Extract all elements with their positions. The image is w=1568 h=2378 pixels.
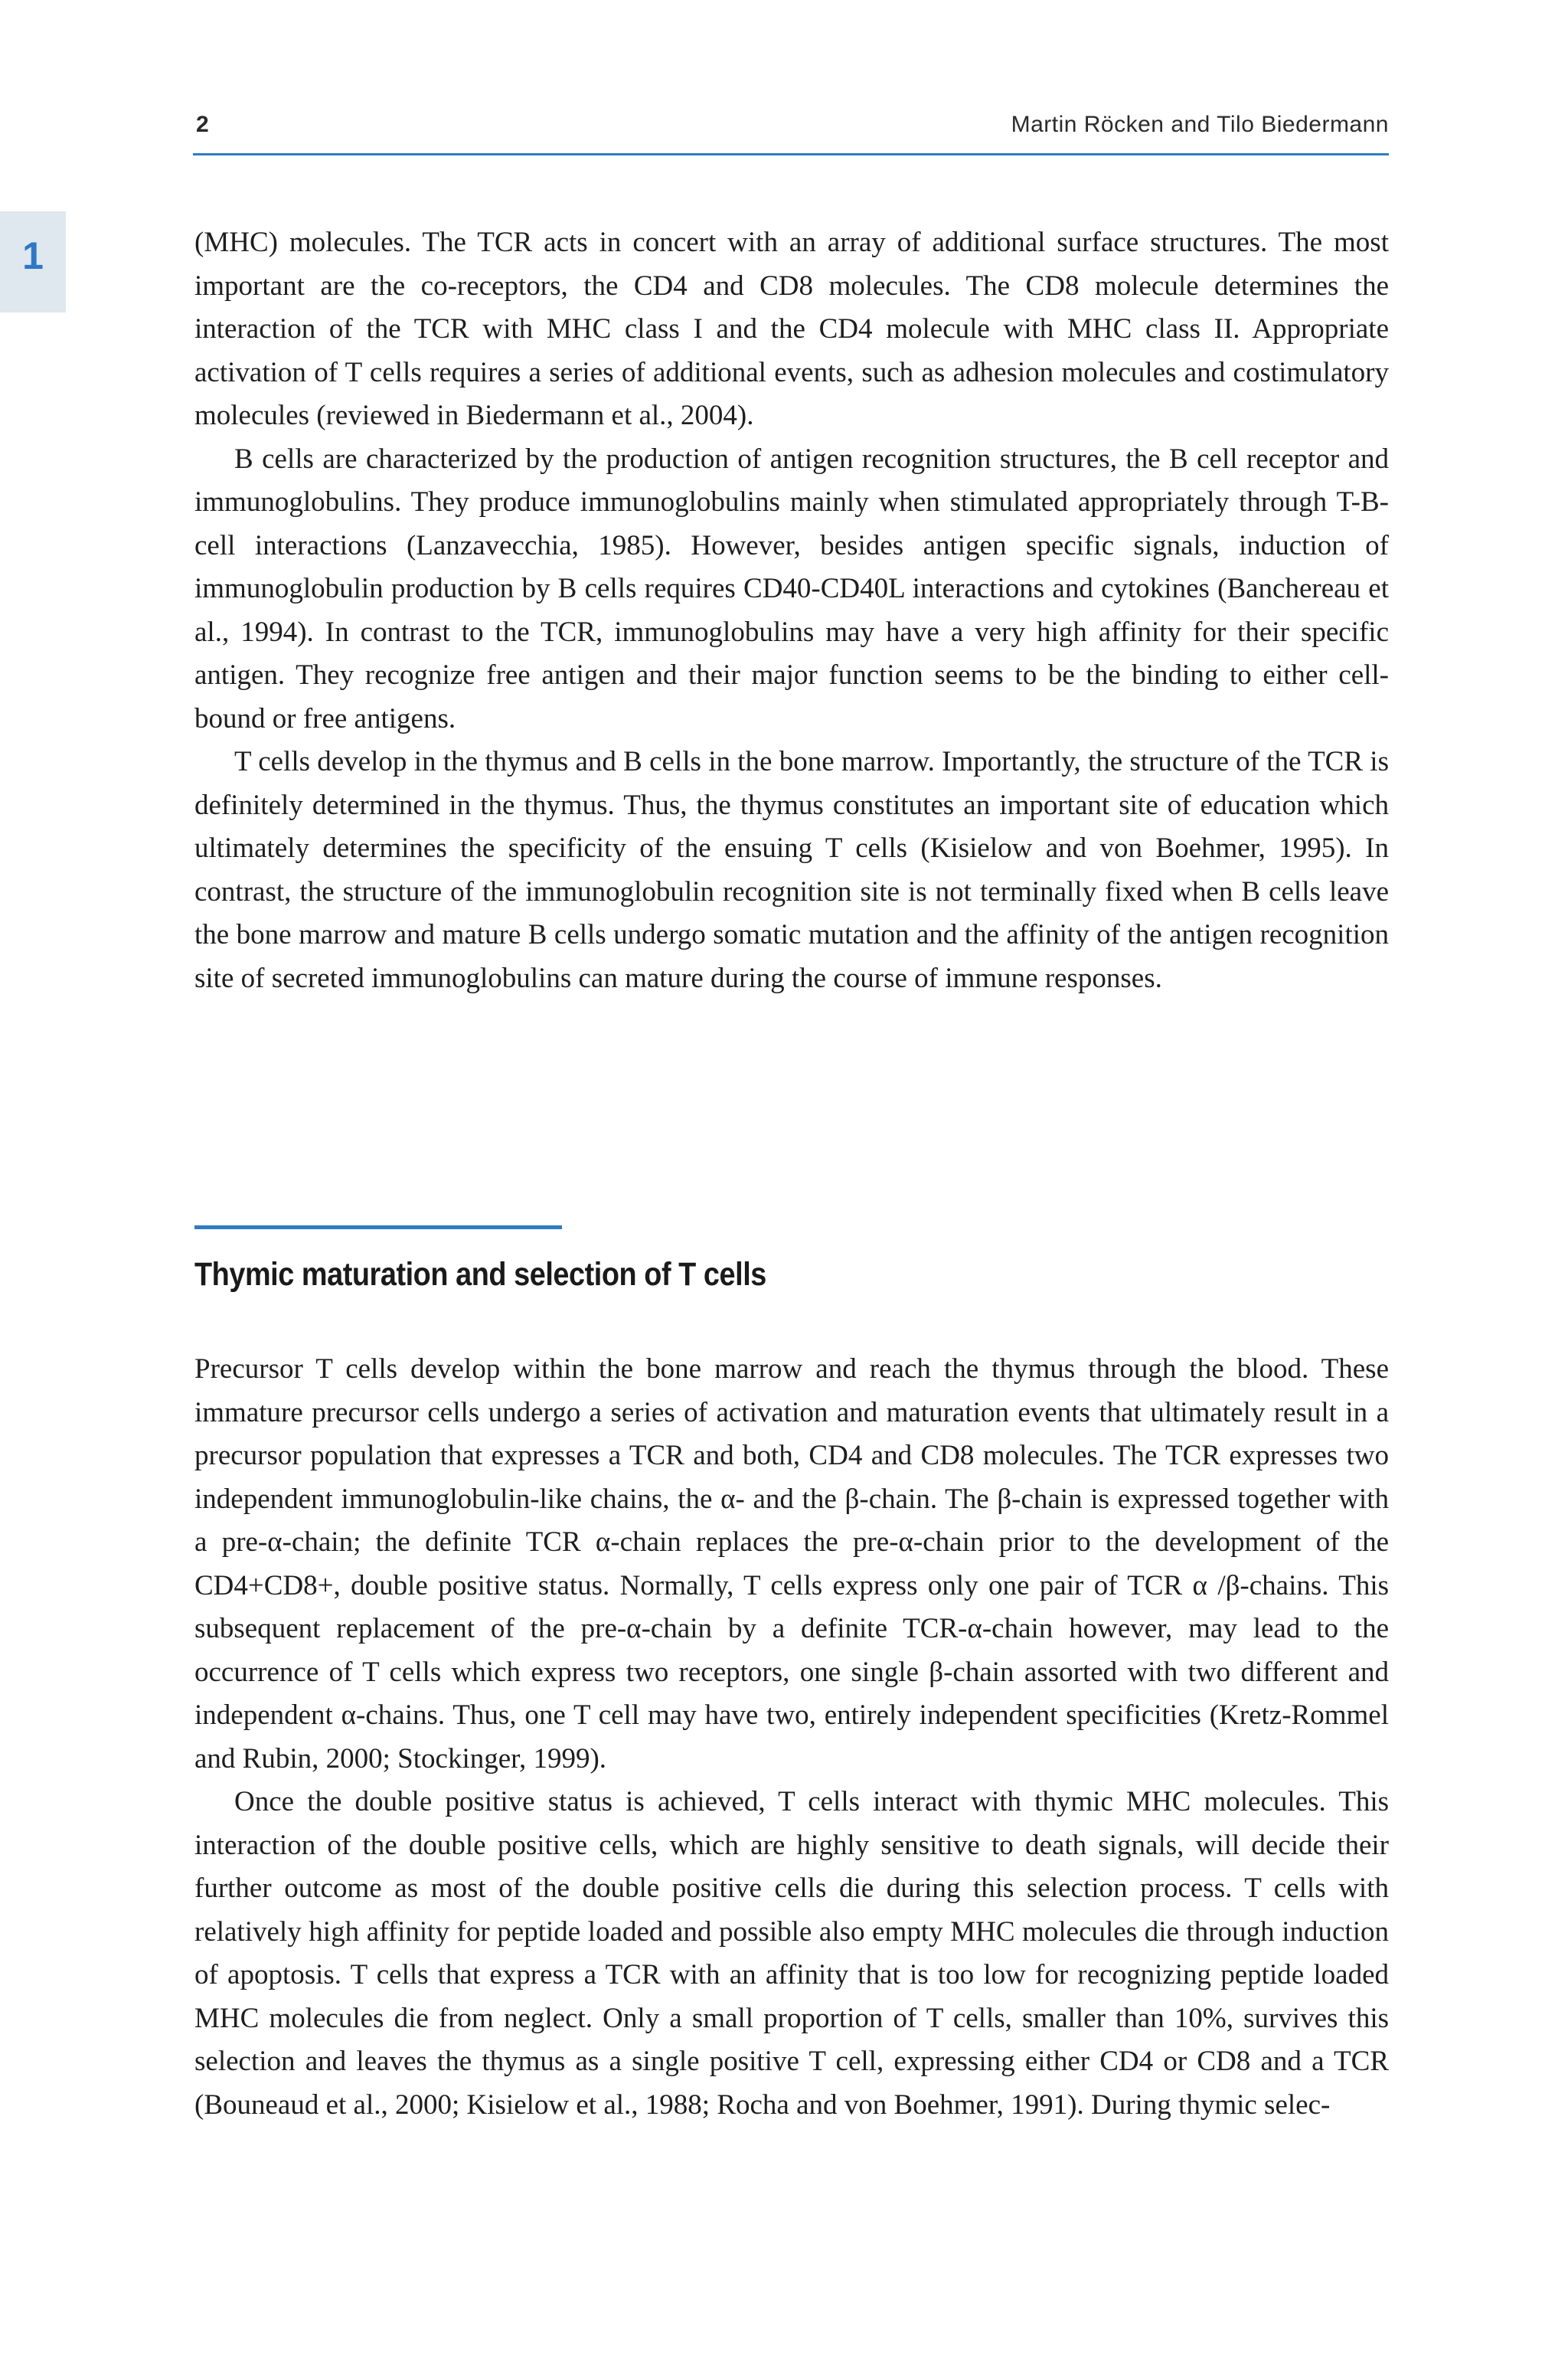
- section-intro-body: [194, 221, 1389, 1000]
- running-head: Martin Röcken and Tilo Biedermann: [1011, 112, 1389, 137]
- section-thymic-body: [194, 1348, 1389, 2127]
- section-divider: [194, 1225, 562, 1229]
- section-heading: Thymic maturation and selection of T cells: [194, 1256, 766, 1293]
- paragraph: B cells are characterized by the production of antigen recognition structures, the B cell receptor and immunoglobulins. They produce immunoglobulins mainly when stimulated appropriately through T-B-cell interactions (Lanzavecchia, 1985). However, besides antigen specific signals, induction of immunoglobulin production by B cells requires CD40-CD40L interactions and cytokines (Banchereau et al., 1994). In contrast to the TCR, immunoglobulins may have a very high affinity for their specific antigen. They recognize free antigen and their major function seems to be the binding to either cell-bound or free antigens.: [194, 443, 1389, 734]
- paragraph: Once the double positive status is achieved, T cells interact with thymic MHC molecules. This interaction of the double positive cells, which are highly sensitive to death signals, will decide their further outcome as most of the double positive cells die during this selection process. T cells with relatively high affinity for peptide loaded and possible also empty MHC molecules die through induction of apoptosis. T cells that express a TCR with an affinity that is too low for recognizing peptide loaded MHC molecules die from neglect. Only a small proportion of T cells, smaller than 10%, survives this selection and leaves the thymus as a single positive T cell, expressing either CD4 or CD8 and a TCR (Bouneaud et al., 2000; Kisielow et al., 1988; Rocha and von Boehmer, 1991). During thymic selec-: [194, 1786, 1389, 2121]
- paragraph: Precursor T cells develop within the bone marrow and reach the thymus through the blood. These immature precursor cells undergo a series of activation and maturation events that ultimately result in a precursor population that expresses a TCR and both, CD4 and CD8 molecules. The TCR expresses two independent immunoglobulin-like chains, the α- and the β-chain. The β-chain is expressed together with a pre-α-chain; the definite TCR α-chain replaces the pre-α-chain prior to the development of the CD4+CD8+, double positive status. Normally, T cells express only one pair of TCR α /β-chains. This subsequent replacement of the pre-α-chain by a definite TCR-α-chain however, may lead to the occurrence of T cells which express two receptors, one single β-chain assorted with two different and independent α-chains. Thus, one T cell may have two, entirely independent specificities (Kretz-Rommel and Rubin, 2000; Stockinger, 1999).: [194, 1353, 1389, 1775]
- paragraph: T cells develop in the thymus and B cells in the bone marrow. Importantly, the structure of the TCR is definitely determined in the thymus. Thus, the thymus constitutes an important site of education which ultimately determines the specificity of the ensuing T cells (Kisielow and von Boehmer, 1995). In contrast, the structure of the immunoglobulin recognition site is not terminally fixed when B cells leave the bone marrow and mature B cells undergo somatic mutation and the affinity of the antigen recognition site of secreted immunoglobulins can mature during the course of immune responses.: [194, 746, 1389, 994]
- chapter-number: 1: [22, 234, 44, 277]
- page-header: [193, 107, 1389, 155]
- page-number: 2: [196, 112, 209, 137]
- paragraph: (MHC) molecules. The TCR acts in concert with an array of additional surface structures. The most important are the co-receptors, the CD4 and CD8 molecules. The CD8 molecule determines the interaction of the TCR with MHC class I and the CD4 molecule with MHC class II. Appropriate activation of T cells requires a series of additional events, such as adhesion molecules and costimulatory molecules (reviewed in Biedermann et al., 2004).: [194, 227, 1389, 431]
